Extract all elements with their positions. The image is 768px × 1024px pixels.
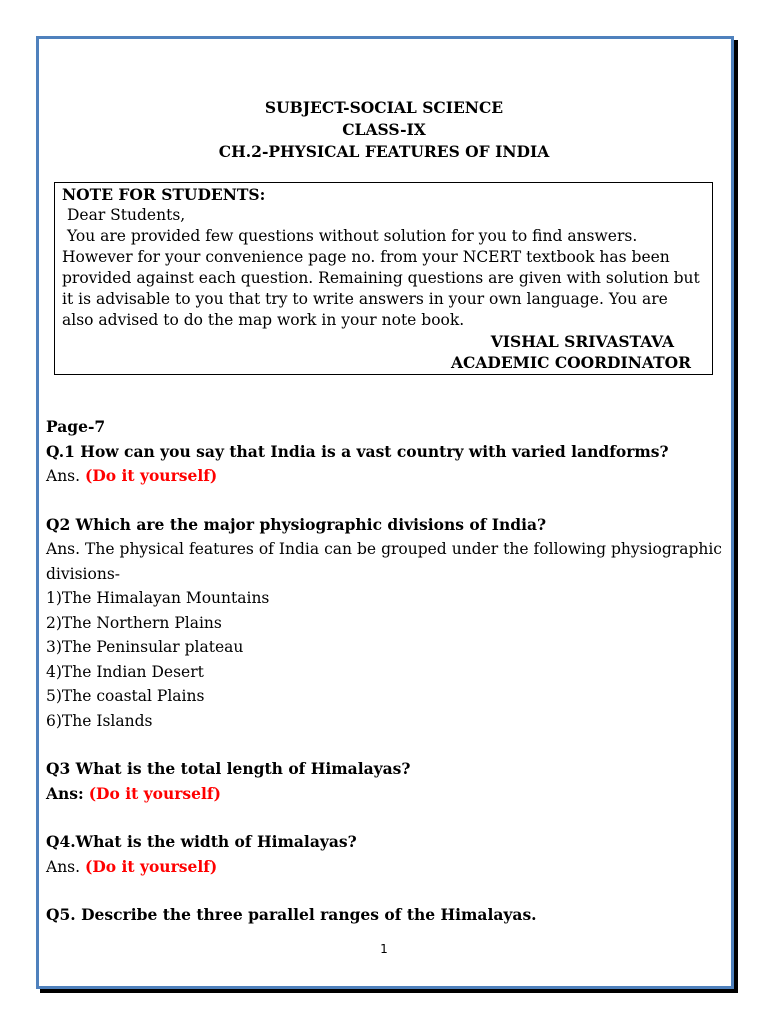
- division-item-5: 5)The coastal Plains: [46, 687, 205, 705]
- signatory-title: ACADEMIC COORDINATOR: [451, 353, 691, 372]
- question-3: Q3 What is the total length of Himalayas?: [46, 759, 411, 778]
- answer-3-text: (Do it yourself): [88, 783, 221, 803]
- question-1: Q.1 How can you say that India is a vast country with varied landforms?: [46, 441, 669, 461]
- answer-1: [46, 464, 722, 489]
- answer-1-label: Ans.: [46, 467, 81, 485]
- answer-2: Ans. The physical features of India can be grouped under the following physiographic divisions-: [46, 540, 722, 583]
- division-item-1: 1)The Himalayan Mountains: [46, 589, 270, 607]
- division-item-4: 4)The Indian Desert: [46, 662, 204, 681]
- class-heading: CLASS-IX: [342, 120, 426, 139]
- question-5: Q5. Describe the three parallel ranges of the Himalayas.: [46, 905, 537, 924]
- question-2: Q2 Which are the major physiographic divisions of India?: [46, 514, 547, 534]
- answer-3: [46, 782, 722, 807]
- subject-heading: SUBJECT-SOCIAL SCIENCE: [264, 98, 504, 117]
- answer-4-text: (Do it yourself): [85, 856, 218, 876]
- question-4: Q4.What is the width of Himalayas?: [46, 832, 357, 851]
- division-item-3: 3)The Peninsular plateau: [46, 638, 244, 656]
- note-greeting: Dear Students,: [67, 206, 186, 224]
- note-body: You are provided few questions without solution for you to find answers. However for your convenience page no. from your NCERT textbook has been provided against each question. Remaining questions are given with solution but it is advisable to you that try to write answers in your own language. You are also advised to do the map work in your note book.: [62, 227, 700, 329]
- page-number: 1: [380, 942, 388, 956]
- chapter-heading: CH.2-PHYSICAL FEATURES OF INDIA: [218, 142, 550, 161]
- answer-4: [46, 855, 722, 880]
- note-title: NOTE FOR STUDENTS:: [62, 185, 266, 204]
- page-content: [46, 415, 722, 928]
- note-box: [54, 182, 713, 375]
- division-item-6: 6)The Islands: [46, 711, 153, 730]
- answer-4-label: Ans.: [46, 857, 81, 876]
- division-item-2: 2)The Northern Plains: [46, 613, 222, 632]
- answer-3-label: Ans:: [46, 783, 84, 803]
- answer-1-text: (Do it yourself): [85, 466, 218, 485]
- page-reference: Page-7: [46, 417, 106, 436]
- signatory-name: VISHAL SRIVASTAVA: [490, 332, 674, 351]
